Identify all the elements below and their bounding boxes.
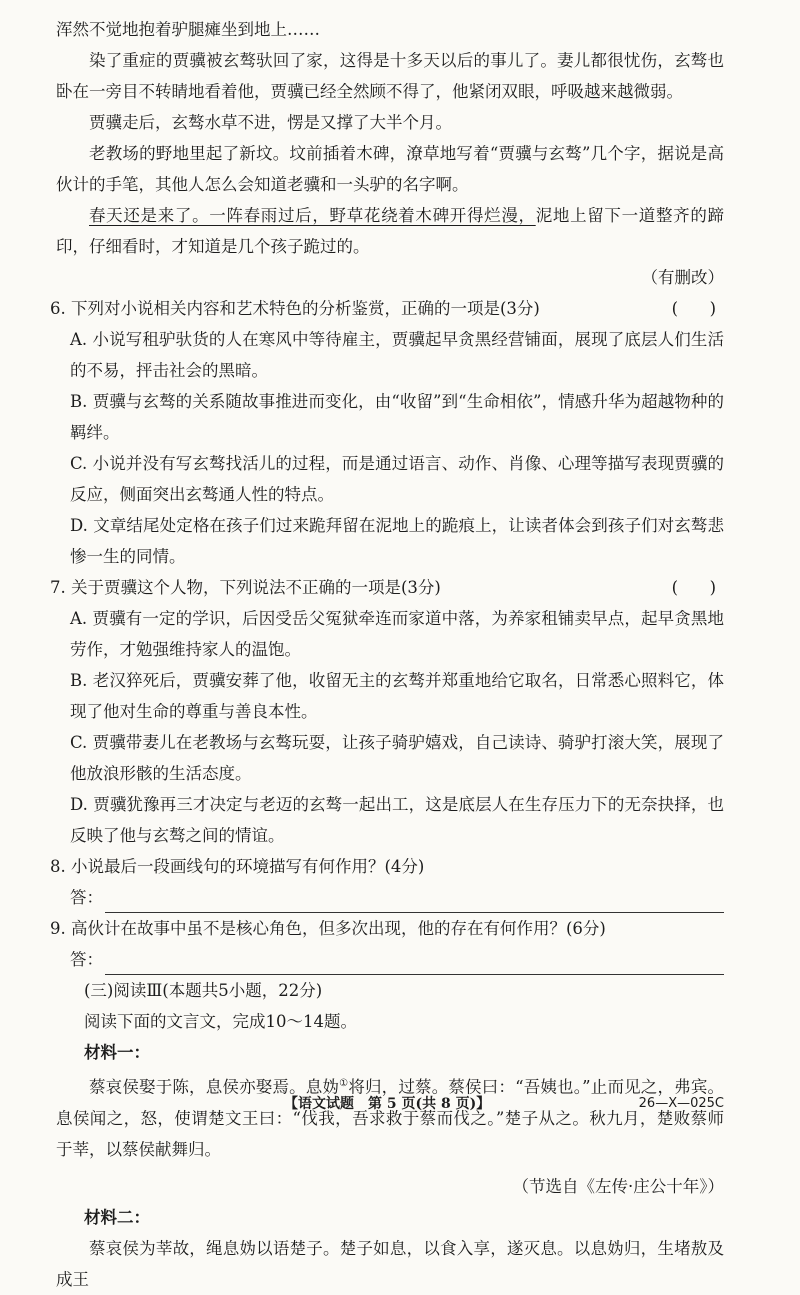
material-1-text-a: 蔡哀侯娶于陈，息侯亦娶焉。息妫 bbox=[89, 1077, 340, 1097]
question-6-option-a: A. 小说写租驴驮货的人在寒风中等待雇主，贾骥起早贪黑经营铺面，展现了底层人们生活的不易，抨击社会的黑暗。 bbox=[70, 330, 724, 380]
footer-page-info: 【语文试题 第 5 页(共 8 页)】 bbox=[284, 1096, 491, 1112]
material-2-text: 蔡哀侯为莘故，绳息妫以语楚子。楚子如息，以食入享，遂灭息。以息妫归，生堵敖及成王 bbox=[56, 1238, 724, 1289]
question-9 bbox=[50, 913, 724, 944]
material-2-label: 材料二： bbox=[84, 1207, 150, 1227]
section-3-instruction: 阅读下面的文言文，完成10～14题。 bbox=[84, 1012, 357, 1031]
footer-exam-code: 26—X—025C bbox=[638, 1096, 724, 1111]
passage-paragraph-2: 染了重症的贾骥被玄骜驮回了家，这得是十多天以后的事儿了。妻儿都很忧伤，玄骜也卧在一旁目不转睛地看着他，贾骥已经全然顾不得了，他紧闭双眼，呼吸越来越微弱。 bbox=[56, 51, 724, 101]
question-9-answer-line[interactable] bbox=[105, 952, 724, 975]
section-3-title: (三)阅读Ⅲ(本题共5小题，22分) bbox=[84, 981, 323, 1000]
passage-paragraph-4: 老教场的野地里起了新坟。坟前插着木碑，潦草地写着“贾骥与玄骜”几个字，据说是高伙计的手笔，其他人怎么会知道老骥和一头驴的名字啊。 bbox=[56, 144, 724, 194]
paragraph-5-rest: 泥地上留下一道整齐的蹄印，仔细看时，才知道是几个孩子跪过的。 bbox=[56, 206, 725, 256]
question-6-option-c: C. 小说并没有写玄骜找活儿的过程，而是通过语言、动作、肖像、心理等描写表现贾骥的反应，侧面突出玄骜通人性的特点。 bbox=[70, 454, 724, 504]
question-8 bbox=[50, 851, 724, 882]
question-7-answer-paren[interactable]: ( ) bbox=[671, 578, 716, 597]
question-8-answer-line[interactable] bbox=[105, 890, 724, 913]
question-9-answer-row bbox=[56, 944, 724, 975]
source-note: （有删改） bbox=[641, 268, 724, 287]
question-6-option-b: B. 贾骥与玄骜的关系随故事推进而变化，由“收留”到“生命相依”，情感升华为超越物种的羁绊。 bbox=[70, 392, 724, 442]
passage-paragraph-1: 浑然不觉地抱着驴腿瘫坐到地上…… bbox=[56, 20, 320, 39]
question-8-stem: 8. 小说最后一段画线句的环境描写有何作用？(4分) bbox=[50, 857, 425, 876]
underlined-sentence: 春天还是来了。一阵春雨过后，野草花绕着木碑开得烂漫， bbox=[89, 206, 536, 225]
question-8-answer-row bbox=[56, 882, 724, 913]
material-1-text bbox=[56, 1068, 724, 1165]
material-1-label: 材料一： bbox=[84, 1043, 150, 1062]
question-7 bbox=[50, 572, 724, 603]
question-7-option-b: B. 老汉猝死后，贾骥安葬了他，收留无主的玄骜并郑重地给它取名，日常悉心照料它，体现了他对生命的尊重与善良本性。 bbox=[70, 671, 724, 721]
question-9-stem: 9. 高伙计在故事中虽不是核心角色，但多次出现，他的存在有何作用？(6分) bbox=[50, 919, 606, 938]
question-6-answer-paren[interactable]: ( ) bbox=[671, 299, 716, 318]
material-1-source: （节选自《左传·庄公十年》） bbox=[512, 1176, 724, 1196]
question-6 bbox=[50, 293, 724, 324]
question-6-option-d: D. 文章结尾处定格在孩子们过来跪拜留在泥地上的跪痕上，让读者体会到孩子们对玄骜悲惨一生的同情。 bbox=[70, 516, 724, 566]
passage-paragraph-3: 贾骥走后，玄骜水草不进，愣是又撑了大半个月。 bbox=[89, 113, 452, 132]
question-9-answer-label: 答： bbox=[70, 950, 103, 969]
footnote-marker: ① bbox=[339, 1078, 349, 1089]
passage-paragraph-5 bbox=[56, 200, 724, 262]
question-7-option-c: C. 贾骥带妻儿在老教场与玄骜玩耍，让孩子骑驴嬉戏，自己读诗、骑驴打滚大笑，展现了他放浪形骸的生活态度。 bbox=[70, 733, 724, 783]
question-7-option-d: D. 贾骥犹豫再三才决定与老迈的玄骜一起出工，这是底层人在生存压力下的无奈抉择，也反映了他与玄骜之间的情谊。 bbox=[70, 795, 724, 845]
question-7-option-a: A. 贾骥有一定的学识，后因受岳父冤狱牵连而家道中落，为养家租铺卖早点，起早贪黑地劳作，才勉强维持家人的温饱。 bbox=[70, 609, 724, 659]
question-6-stem: 6. 下列对小说相关内容和艺术特色的分析鉴赏，正确的一项是(3分) bbox=[50, 299, 540, 318]
question-8-answer-label: 答： bbox=[70, 888, 103, 907]
material-1-text-b: 将归，过蔡。蔡侯曰：“吾姨也。”止而见之，弗宾。息侯闻之，怒，使谓楚文王曰：“伐我，吾求救于蔡而伐之。”楚子从之。秋九月，楚败蔡师于莘，以蔡侯献舞归。 bbox=[56, 1077, 725, 1159]
page-footer bbox=[56, 1092, 724, 1116]
question-7-stem: 7. 关于贾骥这个人物，下列说法不正确的一项是(3分) bbox=[50, 578, 441, 597]
